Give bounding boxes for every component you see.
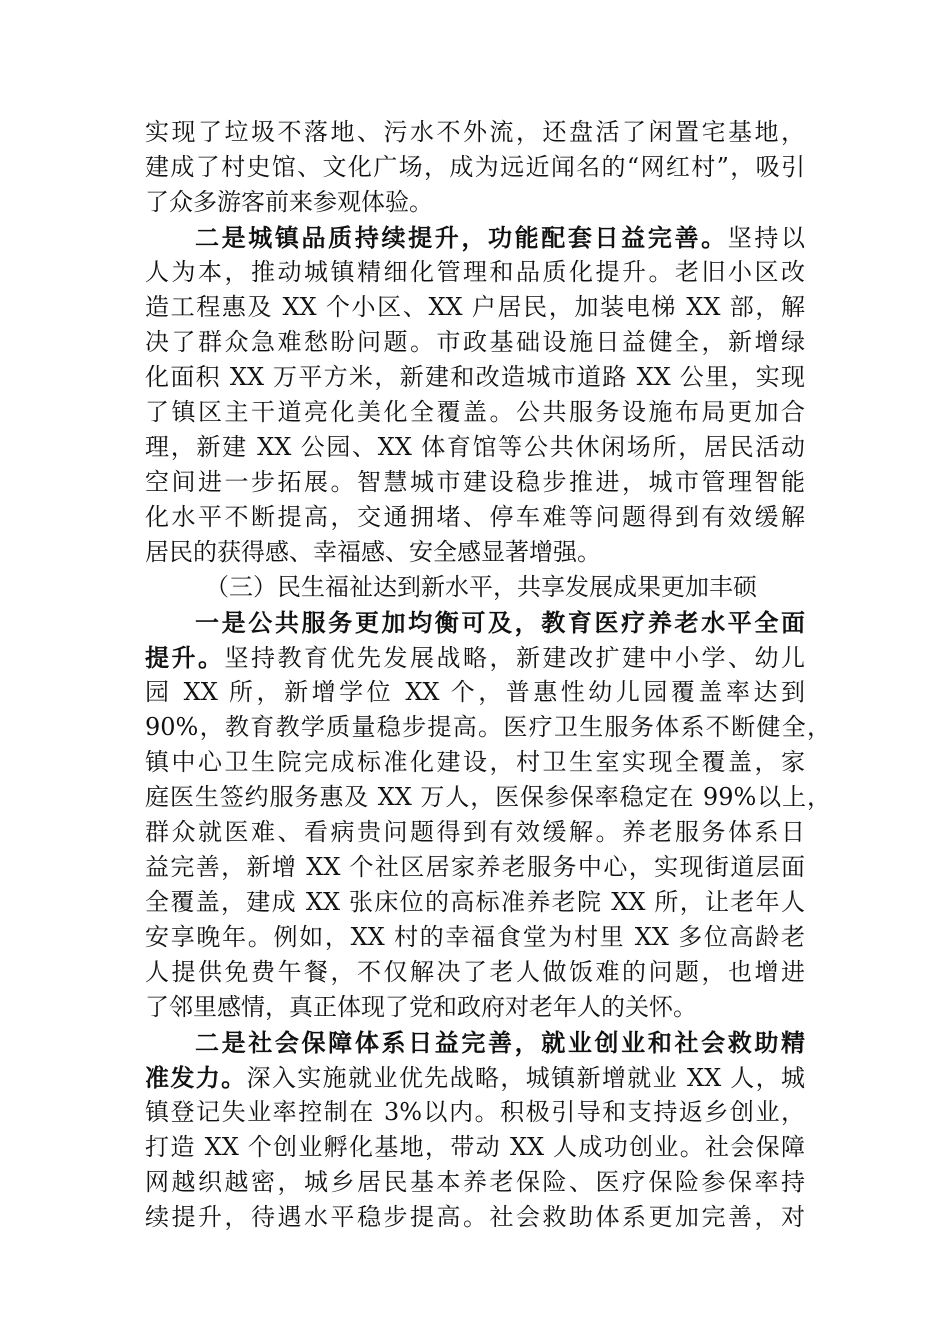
text-line bbox=[145, 745, 805, 780]
text-line bbox=[145, 360, 805, 395]
body-text: 庭医生签约服务惠及 XX 万人，医保参保率稳定在 99%以上， bbox=[145, 783, 831, 811]
text-line bbox=[145, 955, 805, 990]
body-text: 安享晚年。例如，XX 村的幸福食堂为村里 XX 多位高龄老 bbox=[145, 923, 805, 951]
body-text: 理，新建 XX 公园、XX 体育馆等公共休闲场所，居民活动 bbox=[145, 433, 805, 461]
body-text: 决了群众急难愁盼问题。市政基础设施日益健全，新增绿 bbox=[145, 328, 805, 356]
text-line bbox=[145, 1025, 805, 1060]
text-line bbox=[145, 150, 805, 185]
body-text: 坚持以 bbox=[727, 224, 806, 252]
text-line bbox=[145, 675, 805, 710]
bold-lead-text: 二是城镇品质持续提升，功能配套日益完善。 bbox=[195, 223, 728, 252]
text-line bbox=[145, 1200, 805, 1235]
body-text: 深入实施就业优先战略，城镇新增就业 XX 人，城 bbox=[246, 1064, 805, 1092]
text-line bbox=[145, 710, 831, 745]
bold-lead-text: 二是社会保障体系日益完善，就业创业和社会救助精 bbox=[195, 1028, 805, 1057]
body-text: 了邻里感情，真正体现了党和政府对老年人的关怀。 bbox=[145, 993, 697, 1021]
text-line bbox=[145, 605, 805, 640]
bold-lead-text: 提升。 bbox=[145, 643, 225, 672]
body-text: 打造 XX 个创业孵化基地，带动 XX 人成功创业。社会保障 bbox=[145, 1133, 805, 1161]
text-line bbox=[145, 850, 805, 885]
text-line bbox=[145, 780, 831, 815]
body-text: 人为本，推动城镇精细化管理和品质化提升。老旧小区改 bbox=[145, 258, 805, 286]
body-text: （三）民生福祉达到新水平，共享发展成果更加丰硕 bbox=[205, 573, 757, 601]
text-line bbox=[145, 185, 805, 220]
body-text: 化面积 XX 万平方米，新建和改造城市道路 XX 公里，实现 bbox=[145, 363, 805, 391]
body-text: 了镇区主干道亮化美化全覆盖。公共服务设施布局更加合 bbox=[145, 398, 805, 426]
body-text: 实现了垃圾不落地、污水不外流，还盘活了闲置宅基地， bbox=[145, 118, 805, 146]
body-text: 居民的获得感、幸福感、安全感显著增强。 bbox=[145, 538, 601, 566]
text-line bbox=[145, 1095, 805, 1130]
body-text: 镇登记失业率控制在 3%以内。积极引导和支持返乡创业， bbox=[145, 1098, 805, 1126]
body-text: 坚持教育优先发展战略，新建改扩建中小学、幼儿 bbox=[224, 644, 805, 672]
text-line bbox=[145, 430, 805, 465]
body-text: 镇中心卫生院完成标准化建设，村卫生室实现全覆盖，家 bbox=[145, 748, 805, 776]
document-body bbox=[145, 115, 831, 1235]
body-text: 网越织越密，城乡居民基本养老保险、医疗保险参保率持 bbox=[145, 1168, 805, 1196]
section-heading bbox=[145, 570, 805, 605]
text-line bbox=[145, 1130, 805, 1165]
text-line bbox=[145, 290, 805, 325]
body-text: 全覆盖，建成 XX 张床位的高标准养老院 XX 所，让老年人 bbox=[145, 888, 805, 916]
text-line bbox=[145, 1060, 805, 1095]
text-line bbox=[145, 325, 805, 360]
text-line bbox=[145, 885, 805, 920]
text-line bbox=[145, 1165, 805, 1200]
text-line bbox=[145, 255, 805, 290]
body-text: 了众多游客前来参观体验。 bbox=[145, 188, 433, 216]
body-text: 续提升，待遇水平稳步提高。社会救助体系更加完善，对 bbox=[145, 1203, 805, 1231]
text-line bbox=[145, 220, 805, 255]
body-text: 建成了村史馆、文化广场，成为远近闻名的“网红村”，吸引 bbox=[145, 153, 805, 181]
text-line bbox=[145, 815, 805, 850]
body-text: 园 XX 所，新增学位 XX 个，普惠性幼儿园覆盖率达到 bbox=[145, 678, 805, 706]
text-line bbox=[145, 395, 805, 430]
body-text: 90%，教育教学质量稳步提高。医疗卫生服务体系不断健全， bbox=[145, 713, 831, 741]
text-line bbox=[145, 640, 805, 675]
body-text: 造工程惠及 XX 个小区、XX 户居民，加装电梯 XX 部，解 bbox=[145, 293, 805, 321]
text-line bbox=[145, 465, 805, 500]
bold-lead-text: 准发力。 bbox=[145, 1063, 247, 1092]
body-text: 群众就医难、看病贵问题得到有效缓解。养老服务体系日 bbox=[145, 818, 805, 846]
body-text: 益完善，新增 XX 个社区居家养老服务中心，实现街道层面 bbox=[145, 853, 805, 881]
text-line bbox=[145, 990, 805, 1025]
text-line bbox=[145, 535, 805, 570]
bold-lead-text: 一是公共服务更加均衡可及，教育医疗养老水平全面 bbox=[195, 608, 805, 637]
text-line bbox=[145, 115, 805, 150]
text-line bbox=[145, 920, 805, 955]
body-text: 空间进一步拓展。智慧城市建设稳步推进，城市管理智能 bbox=[145, 468, 805, 496]
text-line bbox=[145, 500, 805, 535]
body-text: 化水平不断提高，交通拥堵、停车难等问题得到有效缓解 bbox=[145, 503, 805, 531]
body-text: 人提供免费午餐，不仅解决了老人做饭难的问题，也增进 bbox=[145, 958, 805, 986]
